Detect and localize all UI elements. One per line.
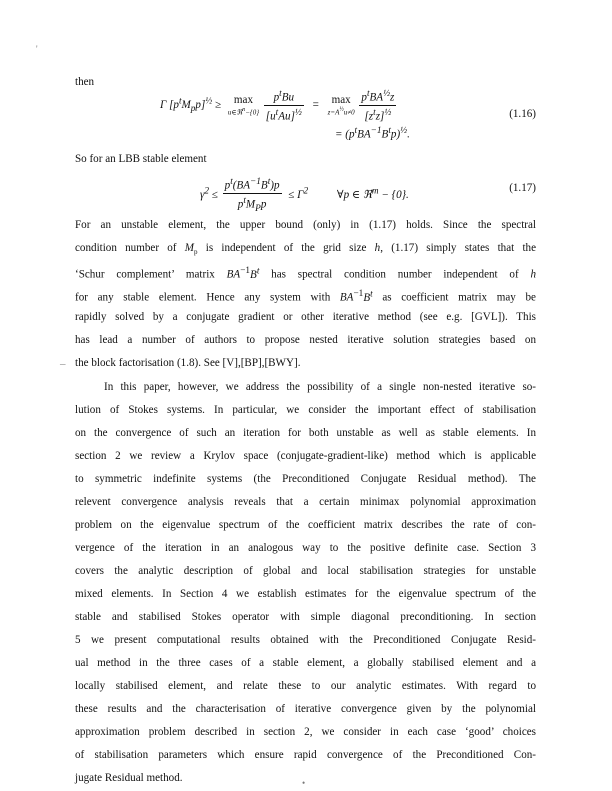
- paragraph-2-line: problem on the eigenvalue spectrum of the coefficient matrix describes the rate of con-: [75, 519, 536, 531]
- paragraph-2-line: covers the analytic description of global and local stabilisation strategies for unstable: [75, 565, 536, 577]
- paragraph-2-line: 5 we present computational results obtained with the Preconditioned Conjugate Resid-: [75, 634, 536, 646]
- paragraph-1-line: has lead a number of authors to propose nested iterative solution strategies based on: [75, 334, 536, 346]
- equation-1-16-number: (1.16): [509, 108, 536, 120]
- eq116-lhs: Γ $[p^tM_pp]^{\frac{1}{2}}$ ≥: [160, 96, 222, 115]
- paragraph-2-line: stable and stabilised Stokes operator with simple diagonal preconditioning. In section: [75, 611, 536, 623]
- paragraph-2-line: mixed elements. In Section 4 we establish estimates for the eigenvalue spectrum of the: [75, 588, 536, 600]
- paragraph-2-line: these results and the characterisation of iterative convergence given by the polynomial: [75, 703, 536, 715]
- paragraph-2-line: of stabilisation parameters which ensure rapid convergence of the Preconditioned Con-: [75, 749, 536, 761]
- eq116-fraction2: $\frac{p^tBA^{\frac{1}{2}}z}{[z^tz]^{\frac{1}{2}}}$: [361, 89, 395, 123]
- margin-dash-mark: –: [60, 358, 66, 370]
- equation-1-17-number: (1.17): [509, 182, 536, 194]
- paragraph-1-line: rapidly solved by a conjugate gradient or other iterative method (see e.g. [GVL]). This: [75, 311, 536, 323]
- paragraph-1: [75, 214, 536, 375]
- lbb-sentence: So for an LBB stable element: [75, 153, 207, 165]
- paragraph-2-line: locally stabilised element, and relate these to our analytic estimates. With regard to: [75, 680, 536, 692]
- paragraph-2-line: ual method in the three cases of a stable element, a globally stabilised element and a: [75, 657, 536, 669]
- eq116-equals: =: [312, 99, 319, 112]
- eq116-line2: = $(p^tBA^{-1}B^tp)^{\frac{1}{2}}$.: [335, 126, 410, 141]
- bottom-dot-mark: •: [302, 778, 306, 788]
- equation-1-17: [200, 176, 409, 216]
- eq117-lhs: $\gamma^2$ ≤: [200, 186, 218, 202]
- eq116-max1: max u∈ℜ$^n$−{0}: [227, 93, 260, 116]
- paragraph-2-line: jugate Residual method.: [75, 772, 183, 784]
- eq117-fraction: $\frac{p^t(BA^{-1}B^t)p}{p^tM_Pp}$: [224, 177, 280, 214]
- paragraph-1-line: the block factorisation (1.8). See [V],[BP],[BWY].: [75, 357, 301, 369]
- eq117-forall: ∀p ∈ ℜ$^m$ − {0}.: [336, 186, 409, 202]
- paragraph-2-line: approximation problem described in section 2, we consider in each case ‘good’ choices: [75, 726, 536, 738]
- paragraph-2-line: lution of Stokes systems. In particular, we consider the important effect of stabilisation: [75, 404, 536, 416]
- paragraph-2-line: on the convergence of such an iteration for both unstable as well as stable elements. In: [75, 427, 536, 439]
- paragraph-2-line: to symmetric indefinite systems (the Preconditioned Conjugate Residual method). The: [75, 473, 536, 485]
- eq117-rhs: ≤ $\Gamma^2$: [288, 186, 309, 202]
- paragraph-1-line: condition number of $M_p$ is independent of the grid size h, (1.17) simply states that the: [75, 242, 537, 257]
- paragraph-1-line: For an unstable element, the upper bound (only) in (1.17) holds. Since the spectral: [75, 219, 536, 231]
- intro-word: then: [75, 76, 95, 88]
- scan-speck-mark: ': [36, 44, 38, 54]
- eq116-fraction1: $\frac{p^tBu}{[u^tAu]^{\frac{1}{2}}}$: [265, 89, 302, 123]
- paragraph-2-line: section 2 we review a Krylov space (conjugate-gradient-like) method which is applicable: [75, 450, 536, 462]
- equation-1-16: [160, 88, 396, 123]
- paragraph-1-line: ‘Schur complement’ matrix $BA^{-1}B^t$ has spectral condition number independent of h: [75, 266, 537, 281]
- paragraph-2-line: In this paper, however, we address the possibility of a single non-nested iterative so-: [104, 381, 536, 393]
- eq116-max2: max $z=A^{\frac{1}{2}}u\ne 0$: [327, 93, 355, 116]
- paragraph-2-line: vergence of the iteration in an analogous way to the positive definite case. Section 3: [75, 542, 536, 554]
- paragraph-1-line: for any stable element. Hence any system with $BA^{-1}B^t$ as coefficient matrix may be: [75, 289, 536, 304]
- paragraph-2-line: relevent convergence analysis reveals that a certain minimax polynomial approximation: [75, 496, 536, 508]
- paragraph-2: [75, 376, 536, 790]
